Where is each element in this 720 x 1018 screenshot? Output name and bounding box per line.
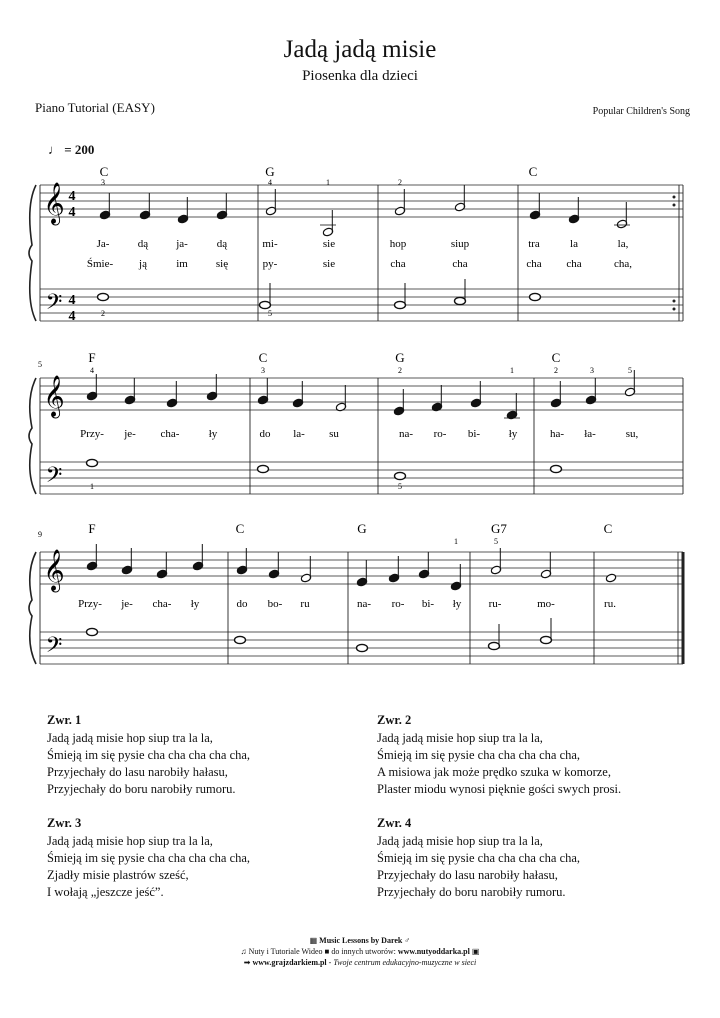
lyric-syllable: Śmie-	[86, 258, 114, 270]
repeat-dot-icon	[673, 196, 676, 199]
verse-title: Zwr. 4	[377, 816, 412, 830]
chord-symbol: C	[99, 164, 109, 179]
note-head-icon	[235, 636, 246, 643]
book-icon: ▣	[471, 947, 480, 956]
lyric-syllable: la,	[617, 238, 629, 250]
lyric-syllable: sie	[322, 258, 336, 270]
fingering-number: 2	[398, 366, 402, 375]
lyric-syllable: mo-	[537, 598, 555, 610]
lyric-syllable: ja-	[176, 238, 188, 250]
footer-brand: Music Lessons by Darek	[319, 936, 403, 945]
treble-clef-icon: 𝄞	[43, 550, 65, 591]
verse-title: Zwr. 1	[47, 713, 82, 727]
time-signature-bottom: 4	[68, 205, 76, 220]
verse-1	[47, 712, 250, 798]
lyric-syllable: ru.	[604, 598, 616, 610]
chord-symbol: G7	[491, 521, 507, 536]
fingering-number: 5	[494, 537, 498, 546]
note-head-icon	[87, 459, 98, 466]
verse-line: Jadą jadą misie hop siup tra la la,	[47, 731, 213, 745]
time-signature-bottom: 4	[68, 309, 76, 324]
lyric-syllable: siup	[450, 238, 470, 250]
note-head-icon	[541, 636, 552, 643]
note-head-icon	[87, 628, 98, 635]
lyric-syllable: ha-	[549, 428, 565, 440]
note-head-icon	[551, 465, 562, 472]
time-signature-top: 4	[68, 189, 76, 204]
fingering-number: 2	[398, 178, 402, 187]
verse-title: Zwr. 3	[47, 816, 82, 830]
note-head-icon	[260, 301, 271, 308]
tutorial-label: Piano Tutorial (EASY)	[35, 100, 155, 115]
note-head-icon	[489, 642, 500, 649]
brace-icon	[29, 378, 36, 494]
lyric-syllable: la	[570, 238, 578, 250]
note-head-icon	[455, 297, 466, 304]
note-head-icon	[395, 301, 406, 308]
bass-clef-icon: 𝄢	[45, 633, 63, 663]
verse-line: Plaster miodu wynosi pięknie gości swych prosi.	[377, 782, 622, 796]
lyric-syllable: bi-	[467, 428, 481, 440]
lyric-syllable: ru-	[488, 598, 502, 610]
bass-clef-icon: 𝄢	[45, 463, 63, 493]
fingering-number: 1	[510, 366, 514, 375]
lyric-syllable: ły	[190, 598, 200, 610]
chord-symbol: C	[603, 521, 613, 536]
lyric-syllable: do	[259, 428, 271, 440]
treble-clef-icon: 𝄞	[43, 183, 65, 224]
song-title: Jadą jadą misie	[283, 36, 437, 63]
repeat-dot-icon	[673, 308, 676, 311]
arrow-icon: ➡	[243, 958, 251, 967]
lyric-syllable: su,	[625, 428, 639, 440]
chord-symbol: F	[88, 350, 96, 365]
fingering-number: 3	[261, 366, 265, 375]
lyric-syllable: ły	[452, 598, 462, 610]
verse-line: Przyjechały do boru narobiły rumoru.	[47, 782, 236, 796]
fingering-number: 1	[90, 482, 94, 491]
note-head-icon	[357, 644, 368, 651]
lyric-syllable: je-	[124, 428, 136, 440]
footer-text: Nuty i Tutoriale Wideo	[248, 947, 323, 956]
quarter-note-icon: ♩	[48, 142, 61, 157]
lyric-syllable: hop	[389, 238, 407, 250]
verse-line: Śmieją im się pysie cha cha cha cha cha,	[377, 748, 581, 762]
lyric-syllable: bi-	[421, 598, 435, 610]
fingering-number: 5	[398, 482, 402, 491]
lyric-syllable: bo-	[267, 598, 283, 610]
chord-symbol: C	[235, 521, 245, 536]
chord-symbol: G	[265, 164, 275, 179]
fingering-number: 5	[628, 366, 632, 375]
verse-line: Śmieją im się pysie cha cha cha cha cha,	[47, 748, 251, 762]
keyboard-icon: ▦	[309, 936, 318, 945]
lyric-syllable: do	[236, 598, 248, 610]
chord-symbol: G	[357, 521, 367, 536]
footer-text: do innych utworów:	[331, 947, 396, 956]
verse-title: Zwr. 2	[377, 713, 412, 727]
music-note-icon: ♂	[404, 936, 411, 945]
lyric-syllable: dą	[216, 238, 228, 250]
lyric-syllable: ru	[300, 598, 310, 610]
lyric-syllable: na-	[398, 428, 414, 440]
lyric-syllable: ro-	[391, 598, 405, 610]
lyric-syllable: Przy-	[78, 598, 102, 610]
verse-3	[47, 815, 250, 901]
fingering-number: 3	[101, 178, 105, 187]
verse-4	[377, 815, 580, 901]
verse-line: A misiowa jak może prędko szuka w komorze,	[377, 765, 611, 779]
verse-line: Jadą jadą misie hop siup tra la la,	[377, 834, 543, 848]
note-head-icon	[258, 465, 269, 472]
lyric-syllable: się	[215, 258, 229, 270]
footer-link[interactable]: www.nutyoddarka.pl	[397, 947, 470, 956]
verse-line: Śmieją im się pysie cha cha cha cha cha,	[47, 851, 251, 865]
lyric-syllable: ła-	[584, 428, 596, 440]
fingering-number: 5	[268, 309, 272, 318]
lyric-syllable: su	[329, 428, 339, 440]
lyric-syllable: la-	[293, 428, 305, 440]
verse-line: Śmieją im się pysie cha cha cha cha cha,	[377, 851, 581, 865]
lyric-syllable: Ja-	[96, 238, 110, 250]
chord-symbol: G	[395, 350, 405, 365]
lyric-syllable: cha	[566, 258, 582, 270]
lyric-syllable: py-	[262, 258, 278, 270]
tempo-value: = 200	[64, 142, 95, 157]
chord-symbol: C	[551, 350, 561, 365]
lyric-syllable: tra	[528, 238, 540, 250]
verse-2	[377, 712, 621, 798]
verse-line: Jadą jadą misie hop siup tra la la,	[47, 834, 213, 848]
lyric-syllable: sie	[322, 238, 336, 250]
note-head-icon	[530, 293, 541, 300]
measure-number: 5	[38, 360, 42, 369]
fingering-number: 4	[90, 366, 94, 375]
song-subtitle: Piosenka dla dzieci	[302, 68, 418, 84]
lyric-syllable: cha-	[160, 428, 180, 440]
lyric-syllable: na-	[356, 598, 372, 610]
fingering-number: 3	[590, 366, 594, 375]
time-signature-top: 4	[68, 293, 76, 308]
lyric-syllable: Przy-	[80, 428, 104, 440]
treble-clef-icon: 𝄞	[43, 376, 65, 417]
measure-number: 9	[38, 530, 42, 539]
lyric-syllable: ły	[508, 428, 518, 440]
lyric-syllable: ro-	[433, 428, 447, 440]
video-icon: ■	[324, 947, 330, 956]
footer-tagline: - Twoje centrum edukacyjno-muzyczne w sieci	[328, 958, 477, 967]
lyric-syllable: je-	[121, 598, 133, 610]
verse-line: Przyjechały do boru narobiły rumoru.	[377, 885, 566, 899]
verse-line: Zjadły misie plastrów sześć,	[47, 868, 189, 882]
repeat-dot-icon	[673, 204, 676, 207]
lyric-syllable: cha	[526, 258, 542, 270]
fingering-number: 1	[454, 537, 458, 546]
verse-line: I wołają „jeszcze jeść”.	[47, 885, 164, 899]
lyric-syllable: dą	[137, 238, 149, 250]
repeat-dot-icon	[673, 300, 676, 303]
lyric-syllable: im	[176, 258, 188, 270]
chord-symbol: C	[258, 350, 268, 365]
lyric-syllable: cha	[452, 258, 468, 270]
bass-clef-icon: 𝄢	[45, 290, 63, 320]
note-head-icon	[98, 293, 109, 300]
lyric-syllable: cha-	[152, 598, 172, 610]
verse-line: Przyjechały do lasu narobiły hałasu,	[377, 868, 558, 882]
lyric-syllable: ły	[208, 428, 218, 440]
verse-line: Jadą jadą misie hop siup tra la la,	[377, 731, 543, 745]
footer	[0, 935, 720, 968]
fingering-number: 4	[268, 178, 272, 187]
chord-symbol: C	[528, 164, 538, 179]
composer-label: Popular Children's Song	[592, 106, 690, 117]
fingering-number: 1	[326, 178, 330, 187]
sheet-icon: ♫	[240, 947, 247, 956]
footer-link[interactable]: www.grajzdarkiem.pl	[252, 958, 327, 967]
fingering-number: 2	[554, 366, 558, 375]
verse-line: Przyjechały do lasu narobiły hałasu,	[47, 765, 228, 779]
note-head-icon	[605, 573, 616, 583]
chord-symbol: F	[88, 521, 96, 536]
note-head-icon	[395, 472, 406, 479]
lyric-syllable: ją	[139, 258, 147, 270]
lyric-syllable: mi-	[262, 238, 278, 250]
lyric-syllable: cha,	[613, 258, 633, 270]
fingering-number: 2	[101, 309, 105, 318]
brace-icon	[29, 552, 36, 664]
lyric-syllable: cha	[390, 258, 406, 270]
brace-icon	[29, 185, 36, 321]
